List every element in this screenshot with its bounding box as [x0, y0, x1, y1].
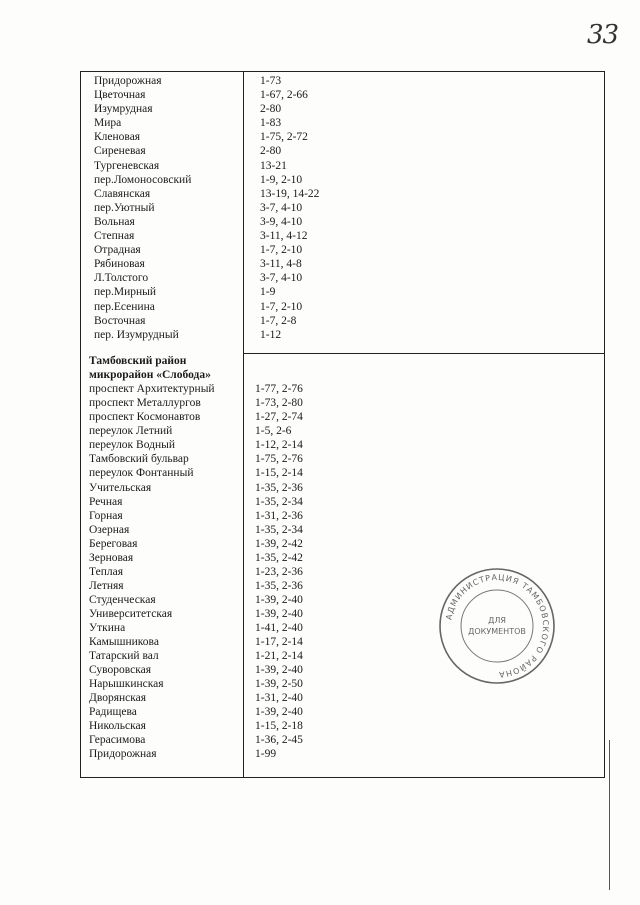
street-name: переулок Фонтанный: [89, 467, 194, 480]
table-row: [81, 271, 604, 285]
street-name: проспект Архитектурный: [89, 383, 215, 396]
street-name: Дворянская: [89, 692, 147, 705]
house-numbers: 1-73: [260, 75, 282, 87]
house-numbers: 1-31, 2-40: [255, 692, 303, 705]
house-numbers: 1-21, 2-14: [255, 650, 303, 663]
house-numbers: 1-5, 2-6: [255, 425, 292, 438]
table-row: [81, 285, 604, 299]
house-numbers: 1-35, 2-36: [255, 481, 303, 494]
street-name: Горная: [89, 509, 123, 522]
house-numbers: 1-39, 2-40: [255, 593, 303, 606]
street-name: Теплая: [89, 565, 123, 578]
svg-text:АДМИНИСТРАЦИЯ ТАМБОВСКОГО РАЙО: АДМИНИСТРАЦИЯ ТАМБОВСКОГО РАЙОНА: [444, 572, 551, 680]
street-name: Зерновая: [89, 551, 134, 564]
street-name: Береговая: [89, 537, 138, 550]
table-row: [81, 396, 604, 410]
street-name: Учительская: [89, 481, 152, 494]
table-row: [81, 243, 604, 257]
street-name: Речная: [89, 495, 123, 508]
house-numbers: 1-39, 2-40: [255, 706, 303, 719]
svg-text:ДЛЯ: ДЛЯ: [488, 616, 506, 625]
street-name: переулок Летний: [89, 425, 173, 438]
house-numbers: 1-23, 2-36: [255, 565, 303, 578]
table-row: [81, 116, 604, 130]
table-row: [81, 159, 604, 173]
table-row: [81, 509, 604, 523]
table-row: [81, 410, 604, 424]
table-row: [81, 300, 604, 314]
street-name: Университетская: [89, 607, 173, 620]
table-row: [81, 551, 604, 565]
street-name: Изумрудная: [94, 103, 153, 116]
house-numbers: 1-83: [260, 117, 282, 130]
street-name: пер.Уютный: [94, 201, 155, 214]
house-numbers: 1-27, 2-74: [255, 411, 303, 424]
house-numbers: 1-73, 2-80: [255, 397, 303, 410]
street-name: Отрадная: [94, 244, 141, 257]
table-row: [81, 328, 604, 342]
table-row: [81, 481, 604, 495]
street-name: Летняя: [89, 579, 124, 592]
house-numbers: 13-19, 14-22: [260, 187, 320, 200]
street-name: Вольная: [94, 215, 135, 228]
house-numbers: 3-11, 4-12: [260, 230, 308, 243]
house-numbers: 3-11, 4-8: [260, 258, 302, 271]
house-numbers: 1-41, 2-40: [255, 621, 303, 634]
table-row: [81, 747, 604, 761]
table-row: [81, 102, 604, 116]
street-name: Сиреневая: [94, 145, 146, 158]
house-numbers: 1-7, 2-10: [260, 300, 303, 313]
street-name: Степная: [94, 230, 135, 243]
section-2: [81, 354, 604, 761]
street-name: переулок Водный: [89, 439, 175, 452]
street-name: Тургеневская: [94, 159, 160, 172]
table-row: [81, 705, 604, 719]
street-name: пер.Мирный: [94, 286, 157, 299]
house-numbers: 3-7, 4-10: [260, 272, 303, 285]
table-row: [81, 215, 604, 229]
house-numbers: 1-39, 2-42: [255, 537, 303, 550]
house-numbers: 1-12: [260, 328, 282, 341]
table-row: [81, 438, 604, 452]
house-numbers: 1-67, 2-66: [260, 89, 308, 102]
house-numbers: 1-39, 2-40: [255, 607, 303, 620]
page-number: 33: [587, 20, 619, 50]
house-numbers: 1-9, 2-10: [260, 173, 303, 186]
street-name: Славянская: [94, 187, 151, 200]
house-numbers: 1-77, 2-76: [255, 383, 303, 396]
house-numbers: 1-75, 2-72: [260, 131, 308, 144]
house-numbers: 2-80: [260, 103, 282, 116]
street-name: Радищева: [89, 706, 137, 719]
section-1: [81, 74, 604, 342]
house-numbers: 3-7, 4-10: [260, 201, 303, 214]
house-numbers: 1-39, 2-40: [255, 664, 303, 677]
house-numbers: 1-35, 2-36: [255, 579, 303, 592]
house-numbers: 1-35, 2-34: [255, 495, 303, 508]
house-numbers: 1-75, 2-76: [255, 453, 303, 466]
table-row: [81, 733, 604, 747]
street-name: Цветочная: [94, 89, 146, 102]
house-numbers: 13-21: [260, 159, 287, 172]
margin-line: [609, 740, 610, 890]
street-name: проспект Космонавтов: [89, 411, 201, 424]
house-numbers: 1-7, 2-8: [260, 314, 297, 327]
table-row: [81, 495, 604, 509]
house-numbers: 1-17, 2-14: [255, 636, 303, 649]
street-name: Герасимова: [89, 734, 146, 747]
table-row: [81, 144, 604, 158]
street-name: Озерная: [89, 523, 130, 536]
street-name: Студенческая: [89, 593, 156, 606]
street-name: Татарский вал: [89, 650, 159, 663]
table-row: [81, 719, 604, 733]
table-row: [81, 452, 604, 466]
street-name: пер.Есенина: [94, 300, 155, 313]
street-name: Уткина: [89, 621, 126, 634]
table-row: [81, 424, 604, 438]
table-row: [81, 314, 604, 328]
street-name: Кленовая: [94, 131, 141, 144]
street-name: Нарышкинская: [89, 678, 164, 691]
district-heading: Тамбовский район: [89, 355, 187, 367]
street-name: Суворовская: [89, 664, 152, 677]
table-row: [81, 382, 604, 396]
house-numbers: 1-15, 2-14: [255, 467, 303, 480]
house-numbers: 1-35, 2-42: [255, 551, 303, 564]
street-name: Никольская: [89, 720, 146, 733]
house-numbers: 1-15, 2-18: [255, 720, 303, 733]
house-numbers: 2-80: [260, 145, 282, 158]
house-numbers: 1-35, 2-34: [255, 523, 303, 536]
table-row: [81, 537, 604, 551]
table-row: [81, 187, 604, 201]
official-stamp: [437, 566, 557, 686]
table-row: [81, 523, 604, 537]
house-numbers: 1-36, 2-45: [255, 734, 303, 747]
house-numbers: 1-31, 2-36: [255, 509, 303, 522]
table-row: [81, 257, 604, 271]
street-name: Придорожная: [89, 748, 157, 761]
table-row: [81, 466, 604, 480]
street-name: пер. Изумрудный: [94, 328, 179, 341]
svg-text:ДОКУМЕНТОВ: ДОКУМЕНТОВ: [468, 627, 526, 636]
house-numbers: 3-9, 4-10: [260, 215, 303, 228]
table-row: [81, 74, 604, 88]
table-row: [81, 173, 604, 187]
table-row: [81, 130, 604, 144]
street-name: проспект Металлургов: [89, 397, 201, 410]
street-name: Тамбовский бульвар: [89, 453, 189, 466]
house-numbers: 1-12, 2-14: [255, 439, 303, 452]
microdistrict-heading: микрорайон «Слобода»: [89, 369, 211, 382]
house-numbers: 1-99: [255, 748, 277, 761]
street-name: Камышникова: [89, 636, 159, 649]
house-numbers: 1-9: [260, 286, 276, 299]
street-name: пер.Ломоносовский: [94, 173, 192, 186]
table-row: [81, 691, 604, 705]
house-numbers: 1-7, 2-10: [260, 244, 303, 257]
table-row: [81, 229, 604, 243]
house-numbers: 1-39, 2-50: [255, 678, 303, 691]
street-name: Придорожная: [94, 75, 162, 87]
street-name: Рябиновая: [94, 258, 145, 271]
street-name: Восточная: [94, 314, 146, 327]
table-row: [81, 88, 604, 102]
street-name: Мира: [94, 117, 122, 130]
street-name: Л.Толстого: [94, 272, 149, 285]
table-row: [81, 201, 604, 215]
